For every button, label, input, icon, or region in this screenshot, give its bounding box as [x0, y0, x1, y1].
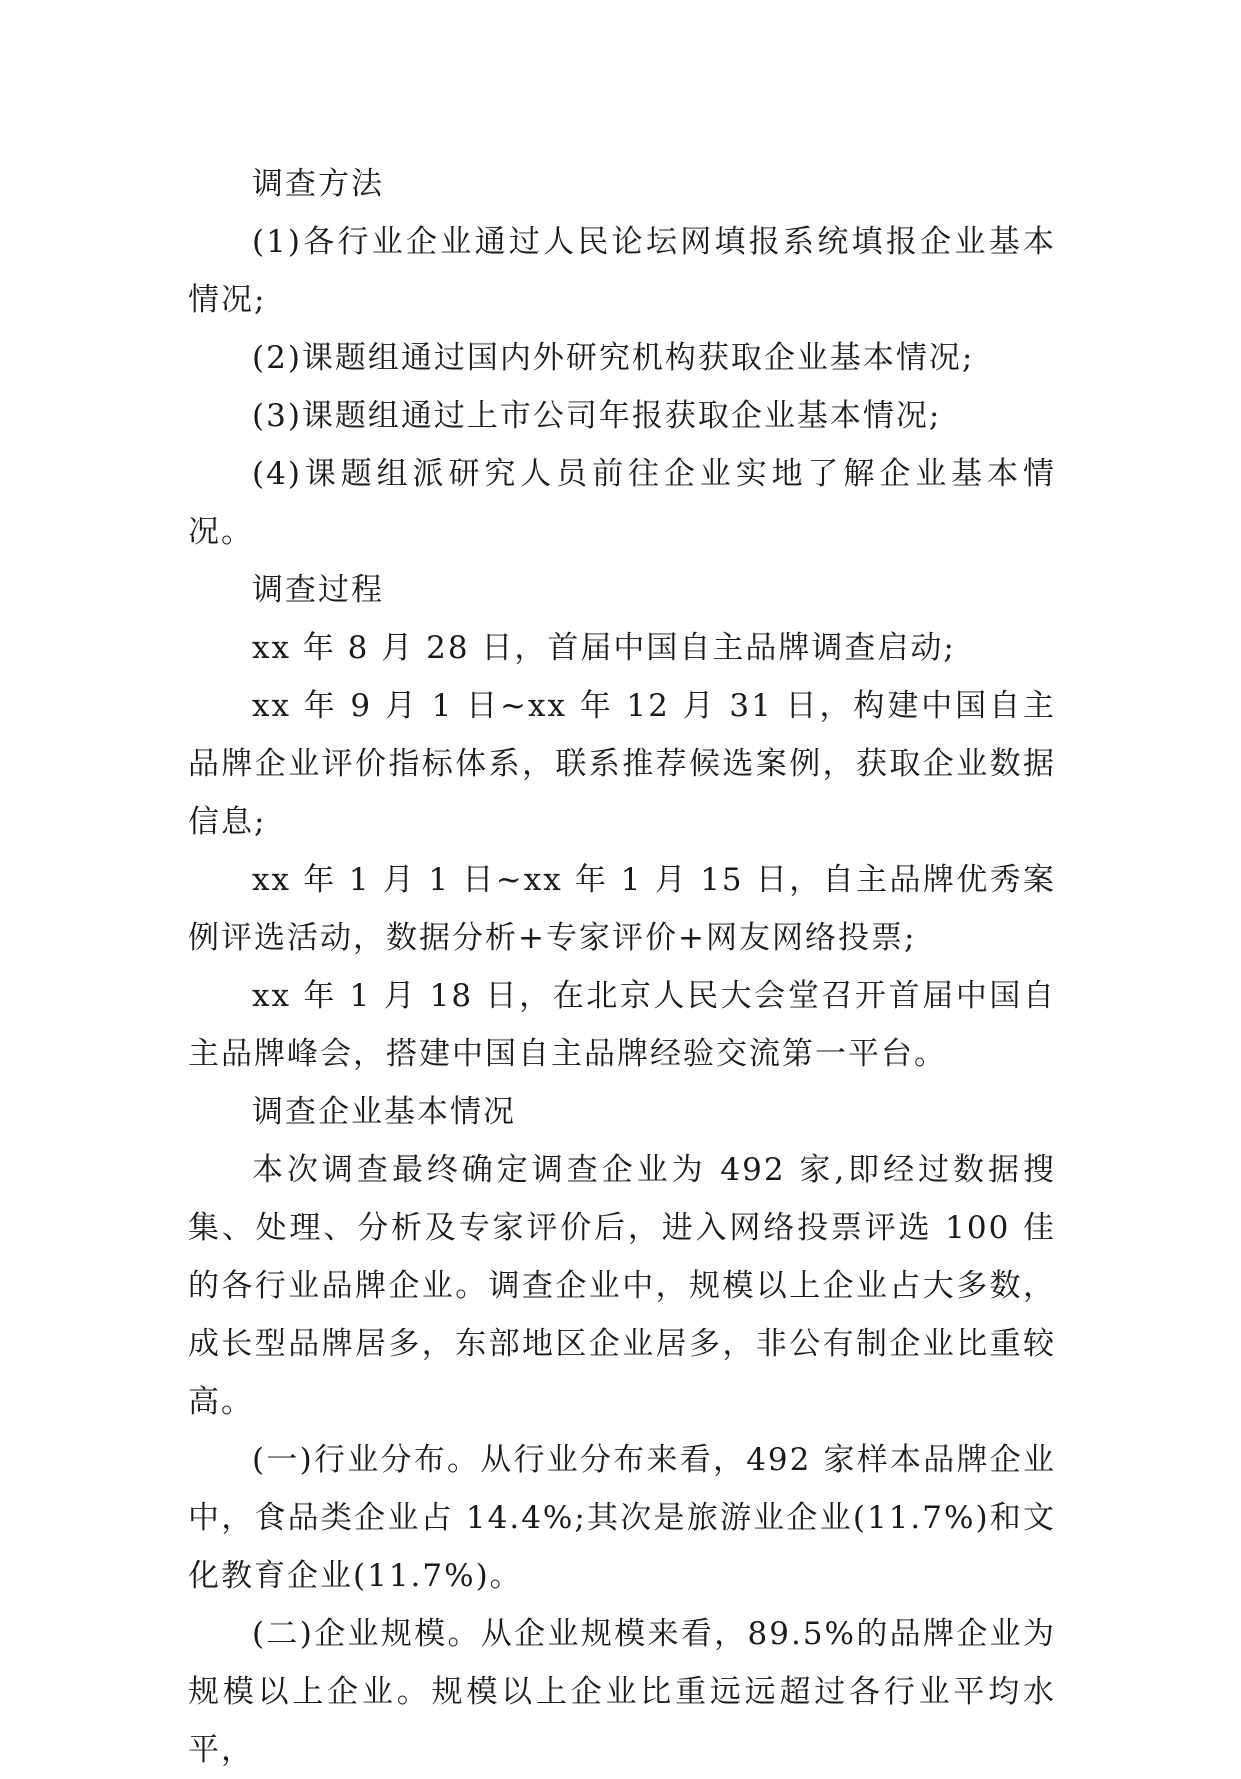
paragraph: (二)企业规模。从企业规模来看，89.5%的品牌企业为规模以上企业。规模以上企业比重远远超过各行业平均水平，	[188, 1616, 1056, 1768]
paragraph: (2)课题组通过国内外研究机构获取企业基本情况;	[252, 340, 975, 376]
paragraph: xx 年 9 月 1 日~xx 年 12 月 31 日，构建中国自主品牌企业评价指标体系，联系推荐候选案例，获取企业数据信息;	[188, 688, 1056, 840]
paragraph: 本次调查最终确定调查企业为 492 家,即经过数据搜集、处理、分析及专家评价后，进入网络投票评选 100 佳的各行业品牌企业。调查企业中，规模以上企业占大多数，成长型品牌居多，东部地区企业居多，非公有制企业比重较高。	[188, 1152, 1056, 1420]
paragraph: xx 年 1 月 18 日，在北京人民大会堂召开首届中国自主品牌峰会，搭建中国自主品牌经验交流第一平台。	[188, 978, 1056, 1072]
paragraph: (3)课题组通过上市公司年报获取企业基本情况;	[252, 398, 942, 434]
paragraph: (4)课题组派研究人员前往企业实地了解企业基本情况。	[188, 456, 1056, 550]
paragraph: (1)各行业企业通过人民论坛网填报系统填报企业基本情况;	[188, 224, 1056, 318]
section-heading-survey-method: 调查方法	[252, 166, 384, 202]
paragraph: (一)行业分布。从行业分布来看，492 家样本品牌企业中，食品类企业占 14.4%;其次是旅游业企业(11.7%)和文化教育企业(11.7%)。	[188, 1442, 1056, 1594]
section-heading-survey-process: 调查过程	[252, 572, 384, 608]
paragraph: xx 年 1 月 1 日~xx 年 1 月 15 日，自主品牌优秀案例评选活动，数据分析+专家评价+网友网络投票;	[188, 862, 1056, 956]
document-body	[188, 155, 1056, 1779]
section-heading-enterprise-overview: 调查企业基本情况	[252, 1094, 516, 1130]
paragraph: xx 年 8 月 28 日，首届中国自主品牌调查启动;	[252, 630, 956, 666]
